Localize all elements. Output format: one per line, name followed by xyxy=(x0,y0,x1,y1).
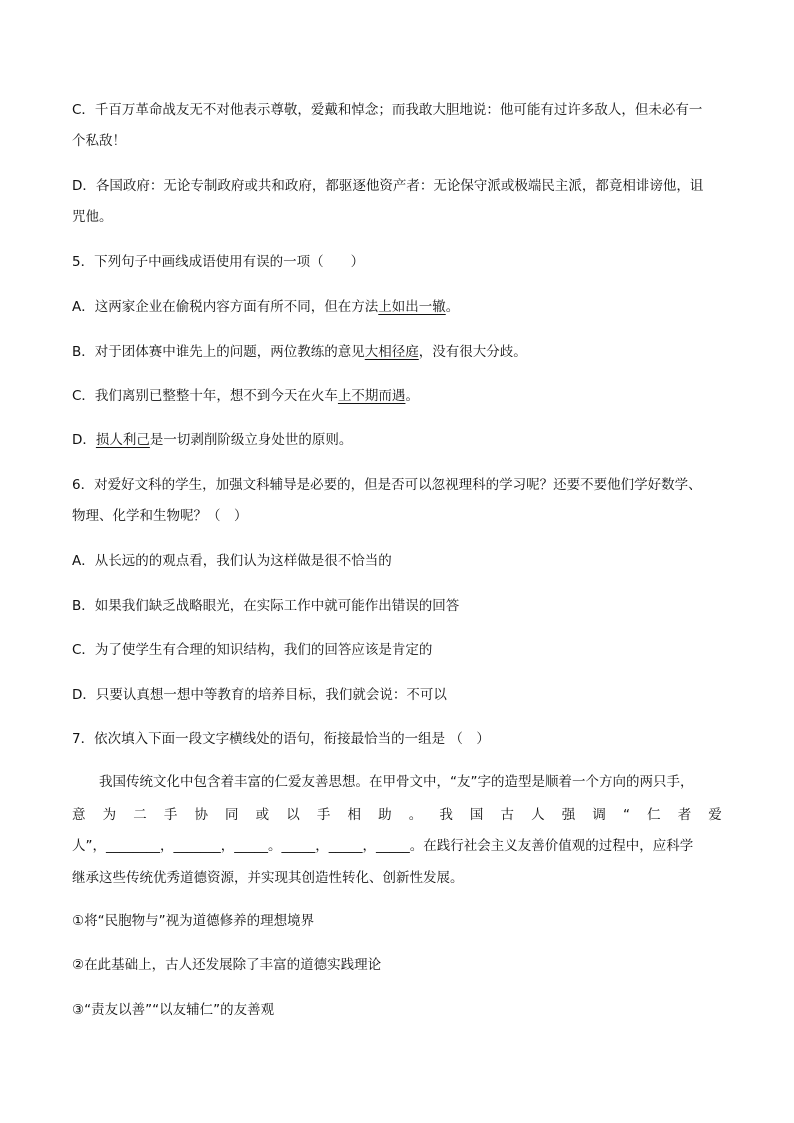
q5-option-a-end: 。 xyxy=(445,299,460,315)
q7-passage-line3: 人”，________，_______，_____。_____，_____，_____。在践行社会主义友善价值观的过程中，应科学 xyxy=(72,838,694,854)
passage-char: 。 xyxy=(408,807,423,823)
passage-char: 为 xyxy=(102,807,117,823)
passage-char: 者 xyxy=(677,807,692,823)
passage-char: 古 xyxy=(500,807,515,823)
q5-option-c-end: 。 xyxy=(405,388,419,404)
q4-option-d-line2: 咒他。 xyxy=(72,209,113,225)
q7-stem: 7．依次填入下面一段文字横线处的语句，衔接最恰当的一组是 （ ） xyxy=(72,731,490,747)
q7-option-1: ①将“民胞物与”视为道德修养的理想境界 xyxy=(72,913,315,929)
q5-option-b-end: ，没有很大分歧。 xyxy=(418,344,527,360)
passage-char: 我 xyxy=(439,807,453,823)
q5-option-d-text: D． xyxy=(72,432,96,448)
passage-char: 国 xyxy=(469,807,484,823)
passage-char: 相 xyxy=(347,807,361,823)
q4-option-d-line1: D．各国政府：无论专制政府或共和政府，都驱逐他资产者：无论保守派或极端民主派，都竟相诽谤他，诅 xyxy=(72,178,704,194)
q6-stem-line1: 6．对爱好文科的学生，加强文科辅导是必要的，但是否可以忽视理科的学习呢？还要不要他们学好数学、 xyxy=(72,477,702,493)
q7-passage-line2 xyxy=(72,805,722,825)
q7-option-2: ②在此基础上，古人还发展除了丰富的道德实践理论 xyxy=(72,957,382,973)
passage-char: 协 xyxy=(194,807,208,823)
q5-option-c-text: C．我们离别已整整十年，想不到今天在火车 xyxy=(72,388,338,404)
passage-char: 意 xyxy=(72,807,86,823)
q7-option-3: ③“责友以善”“以友辅仁”的友善观 xyxy=(72,1002,275,1018)
q7-passage-line1: 我国传统文化中包含着丰富的仁爱友善思想。在甲骨文中，“友”字的造型是顺着一个方向的两只手， xyxy=(99,774,694,790)
q5-stem: 5．下列句子中画线成语使用有误的一项（ ） xyxy=(72,254,365,270)
passage-char: 以 xyxy=(286,807,300,823)
q5-option-d-underlined-idiom: 损人利己 xyxy=(95,432,150,448)
passage-char: 人 xyxy=(531,807,545,823)
q5-option-b-text: B．对于团体赛中谁先上的问题，两位教练的意见 xyxy=(72,344,365,360)
passage-char: 手 xyxy=(163,807,178,823)
q4-option-c-line2: 个私敌！ xyxy=(72,133,126,149)
passage-char: 同 xyxy=(225,807,239,823)
q5-option-a-underlined-idiom: 上如出一辙 xyxy=(378,299,446,315)
q7-passage-line4: 继承这些传统优秀道德资源，并实现其创造性转化、创新性发展。 xyxy=(72,870,464,886)
q5-option-b xyxy=(72,342,527,362)
passage-char: 手 xyxy=(316,807,331,823)
passage-char: “ xyxy=(622,807,630,823)
q5-option-a-text: A．这两家企业在偷税内容方面有所不同，但在方法 xyxy=(72,299,379,315)
q6-stem-line2: 物理、化学和生物呢？（ ） xyxy=(72,508,248,524)
q6-option-d: D．只要认真想一想中等教育的培养目标，我们就会说：不可以 xyxy=(72,687,447,703)
passage-char: 或 xyxy=(255,807,270,823)
q5-option-d xyxy=(72,430,352,450)
q5-option-b-underlined-idiom: 大相径庭 xyxy=(364,344,419,360)
passage-char: 仁 xyxy=(647,807,661,823)
q5-option-c-underlined-idiom: 上不期而遇 xyxy=(337,388,406,404)
passage-char: 调 xyxy=(592,807,606,823)
passage-char: 助 xyxy=(378,807,392,823)
q6-option-c: C．为了使学生有合理的知识结构，我们的回答应该是肯定的 xyxy=(72,642,433,658)
passage-char: 爱 xyxy=(708,807,722,823)
q5-option-d-end: 是一切剥削阶级立身处世的原则。 xyxy=(149,432,353,448)
q5-option-a xyxy=(72,297,459,317)
q6-option-a: A．从长远的的观点看，我们认为这样做是很不恰当的 xyxy=(72,553,392,569)
q5-option-c xyxy=(72,386,419,406)
passage-char: 二 xyxy=(133,807,147,823)
q4-option-c-line1: C．千百万革命战友无不对他表示尊敬，爱戴和悼念；而我敢大胆地说：他可能有过许多敌人，但未必有一 xyxy=(72,102,703,118)
q6-option-b: B．如果我们缺乏战略眼光，在实际工作中就可能作出错误的回答 xyxy=(72,598,460,614)
passage-char: 强 xyxy=(561,807,576,823)
